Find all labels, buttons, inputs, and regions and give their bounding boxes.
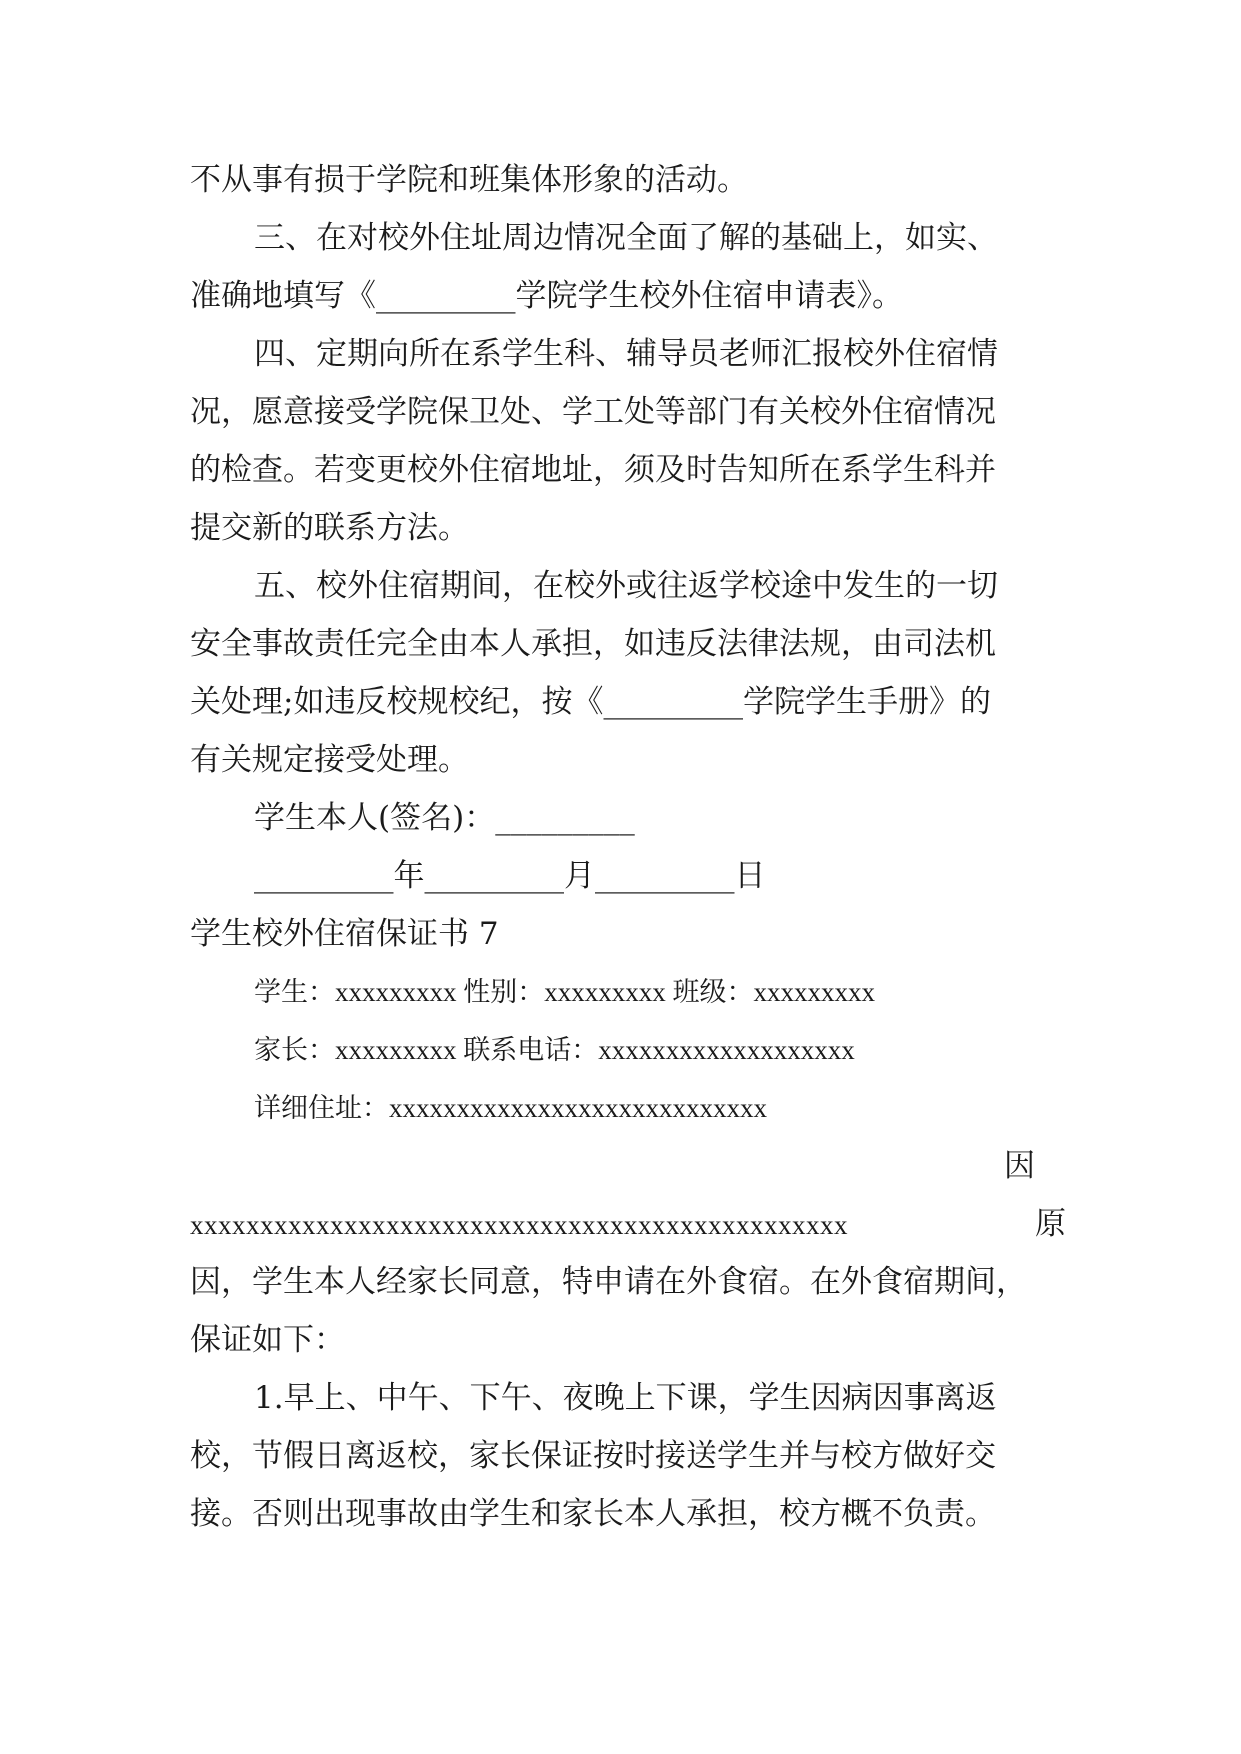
reason-suffix: 原 bbox=[1035, 1206, 1066, 1242]
paragraph-line: 不从事有损于学院和班集体形象的活动。 bbox=[190, 162, 748, 198]
paragraph-line: 关处理;如违反校规校纪，按《_________学院学生手册》的 bbox=[190, 684, 991, 720]
parent-info-line: 家长：xxxxxxxxx 联系电话：xxxxxxxxxxxxxxxxxxx bbox=[254, 1035, 855, 1065]
paragraph-line: 的检查。若变更校外住宿地址，须及时告知所在系学生科并 bbox=[190, 452, 996, 488]
signature-line: 学生本人(签名)：_________ bbox=[254, 800, 635, 836]
paragraph-line: 准确地填写《_________学院学生校外住宿申请表》。 bbox=[190, 278, 903, 314]
paragraph-line: 四、定期向所在系学生科、辅导员老师汇报校外住宿情 bbox=[254, 336, 998, 372]
paragraph-line: 况，愿意接受学院保卫处、学工处等部门有关校外住宿情况 bbox=[190, 394, 996, 430]
paragraph-line: 因，学生本人经家长同意，特申请在外食宿。在外食宿期间， bbox=[190, 1264, 1027, 1300]
date-line: _________年_________月_________日 bbox=[254, 858, 766, 894]
paragraph-line: 保证如下： bbox=[190, 1322, 345, 1358]
paragraph-line: 有关规定接受处理。 bbox=[190, 742, 469, 778]
reason-prefix: 因 bbox=[1004, 1148, 1035, 1184]
section-title: 学生校外住宿保证书 7 bbox=[190, 916, 499, 952]
paragraph-line: 安全事故责任完全由本人承担，如违反法律法规，由司法机 bbox=[190, 626, 996, 662]
student-info-line: 学生：xxxxxxxxx 性别：xxxxxxxxx 班级：xxxxxxxxx bbox=[254, 977, 875, 1007]
address-line: 详细住址：xxxxxxxxxxxxxxxxxxxxxxxxxxxx bbox=[254, 1093, 767, 1123]
reason-fill-line bbox=[190, 1204, 1066, 1245]
paragraph-line: 提交新的联系方法。 bbox=[190, 510, 469, 546]
reason-placeholder: xxxxxxxxxxxxxxxxxxxxxxxxxxxxxxxxxxxxxxxxxxxxxxx bbox=[190, 1210, 848, 1240]
paragraph-line: 三、在对校外住址周边情况全面了解的基础上，如实、 bbox=[254, 220, 998, 256]
paragraph-line: 校，节假日离返校，家长保证按时接送学生并与校方做好交 bbox=[190, 1438, 996, 1474]
paragraph-line: 接。否则出现事故由学生和家长本人承担，校方概不负责。 bbox=[190, 1496, 996, 1532]
paragraph-line: 1.早上、中午、下午、夜晚上下课，学生因病因事离返 bbox=[254, 1380, 997, 1416]
paragraph-line: 五、校外住宿期间，在校外或往返学校途中发生的一切 bbox=[254, 568, 998, 604]
